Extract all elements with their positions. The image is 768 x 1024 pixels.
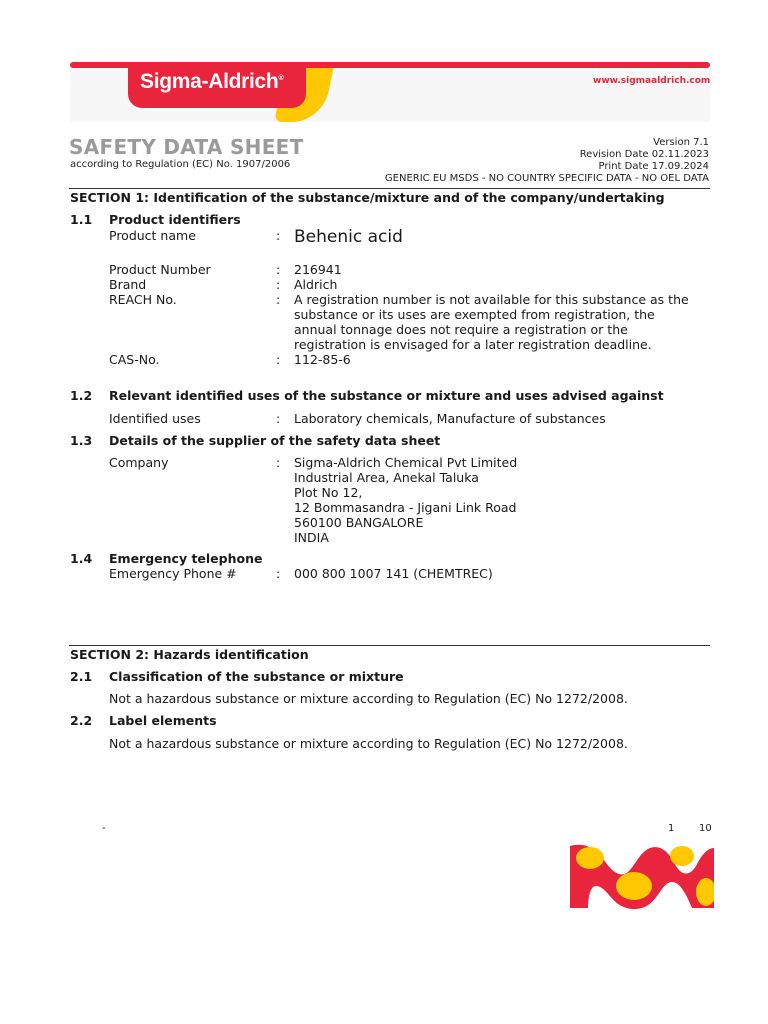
address-line: 560100 BANGALORE [294,515,424,530]
identified-uses-label: Identified uses [109,411,201,426]
emergency-phone: 000 800 1007 141 (CHEMTREC) [294,566,493,581]
section-divider [69,645,710,646]
colon: : [276,292,281,307]
cas-label: CAS-No. [109,352,160,367]
colon: : [276,352,281,367]
page-title: SAFETY DATA SHEET [69,135,304,159]
brand-label: Brand [109,277,147,292]
address-line: Industrial Area, Anekal Taluka [294,470,479,485]
brand-logo: Sigma-Aldrich® [140,70,284,93]
product-number: 216941 [294,262,342,277]
s13-number: 1.3 [70,433,93,448]
s22-text: Not a hazardous substance or mixture according to Regulation (EC) No 1272/2008. [109,736,628,751]
merck-logo [570,842,714,912]
emergency-phone-label: Emergency Phone # [109,566,237,581]
product-number-label: Product Number [109,262,211,277]
section-divider [69,188,710,189]
colon: : [276,566,281,581]
reach-text [294,292,709,352]
regulation-subtitle: according to Regulation (EC) No. 1907/2006 [70,159,291,170]
version: Version 7.1 [653,137,709,148]
revision-date: Revision Date 02.11.2023 [579,149,709,160]
page-total: 10 [699,823,712,834]
address-line: Sigma-Aldrich Chemical Pvt Limited [294,455,518,470]
page-number: 1 [668,823,675,834]
s22-title: Label elements [109,713,217,728]
section2-heading: SECTION 2: Hazards identification [70,647,309,662]
generic-note: GENERIC EU MSDS - NO COUNTRY SPECIFIC DATA - NO OEL DATA [384,173,709,184]
brand-value: Aldrich [294,277,338,292]
reach-line: registration is envisaged for a later registration deadline. [294,337,652,352]
s13-title: Details of the supplier of the safety data sheet [109,433,441,448]
cas-number: 112-85-6 [294,352,351,367]
colon: : [276,228,281,243]
colon: : [276,277,281,292]
address-line: 12 Bommasandra - Jigani Link Road [294,500,517,515]
print-date: Print Date 17.09.2024 [598,161,709,172]
merck-logo-yellow-shape [576,847,604,869]
company-address [294,455,709,545]
address-line: Plot No 12, [294,485,363,500]
s22-number: 2.2 [70,713,93,728]
merck-logo-yellow-shape [670,846,694,866]
product-name-label: Product name [109,228,196,243]
s11-number: 1.1 [70,212,93,227]
website-link[interactable]: www.sigmaaldrich.com [593,76,711,86]
registered-mark: ® [278,75,284,82]
s14-number: 1.4 [70,551,93,566]
section1-heading: SECTION 1: Identification of the substance/mixture and of the company/undertaking [70,190,665,205]
s21-number: 2.1 [70,669,93,684]
header-red-line [70,62,710,68]
reach-label: REACH No. [109,292,177,307]
footer-dash: - [102,823,106,834]
s21-text: Not a hazardous substance or mixture according to Regulation (EC) No 1272/2008. [109,691,628,706]
s12-number: 1.2 [70,388,93,403]
address-line: INDIA [294,530,329,545]
reach-line: substance or its uses are exempted from registration, the [294,307,655,322]
colon: : [276,262,281,277]
s11-title: Product identifiers [109,212,241,227]
company-label: Company [109,455,169,470]
identified-uses: Laboratory chemicals, Manufacture of substances [294,411,606,426]
product-name: Behenic acid [294,227,403,247]
s12-title: Relevant identified uses of the substance or mixture and uses advised against [109,388,664,403]
s14-title: Emergency telephone [109,551,263,566]
reach-line: A registration number is not available for this substance as the [294,292,689,307]
colon: : [276,411,281,426]
reach-line: annual tonnage does not require a registration or the [294,322,628,337]
s21-title: Classification of the substance or mixture [109,669,404,684]
merck-logo-yellow-shape [616,872,652,900]
colon: : [276,455,281,470]
